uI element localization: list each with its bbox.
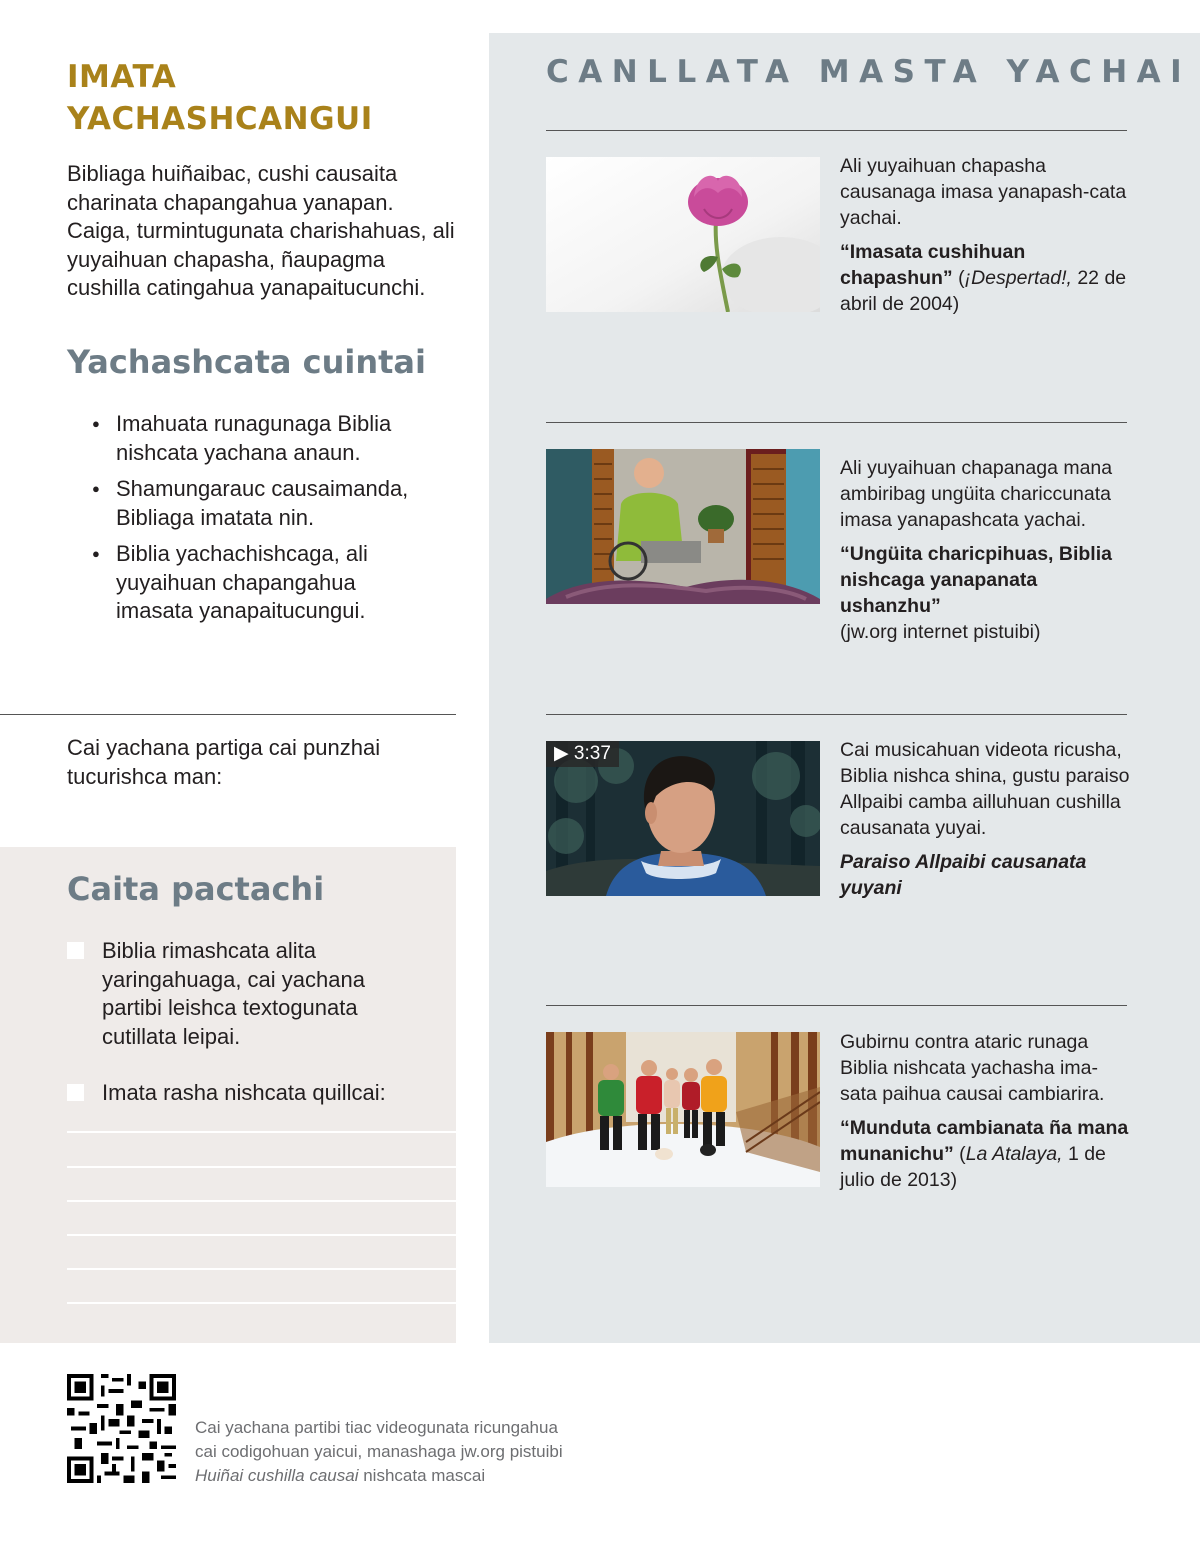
resource-source: 22 de abril de 2004): [840, 267, 1127, 315]
resource-publication: La Atalaya,: [965, 1143, 1063, 1165]
resource-item: [840, 737, 1130, 901]
divider: [546, 714, 1127, 715]
video-duration-badge: [546, 741, 619, 767]
qr-code-icon[interactable]: [67, 1374, 176, 1483]
family-snow-image[interactable]: [546, 1032, 820, 1187]
divider: [546, 130, 1127, 131]
resource-reference[interactable]: [840, 849, 1130, 901]
resource-reference[interactable]: [840, 239, 1130, 317]
resource-title: Paraiso Allpaibi causanata yuyani: [840, 851, 1087, 899]
resource-publication: ¡Despertad!,: [964, 267, 1072, 289]
resource-source-open: (: [953, 1143, 966, 1165]
resource-item: [840, 1029, 1130, 1193]
footer-publication[interactable]: Huiñai cushilla causai: [195, 1466, 359, 1485]
resource-description: Ali yuyaihuan chapanaga mana ambiribag ungüita chariccunata imasa yanapashcata yachai.: [840, 457, 1113, 531]
footer-line: cai codigohuan yaicui, manashaga jw.org pistuibi: [195, 1442, 563, 1461]
resource-title: “Imasata cushihuan chapashun”: [840, 241, 1026, 289]
intro-paragraph: Bibliaga huiñaibac, cushi causaita charinata chapangahua yanapan. Caiga, turmintugunata charishahuas, ali yuyaihuan chapasha, ñaupagma cushilla catingahua yanapaitucunchi.: [67, 161, 455, 300]
summary-point: ● Imahuata runagunaga Biblia nishcata yachana anaun.: [92, 410, 432, 467]
action-item-label: Imata rasha nishcata quillcai:: [102, 1080, 386, 1105]
action-item: [67, 1079, 427, 1108]
checkbox[interactable]: [67, 942, 84, 959]
footer-line: Cai yachana partibi tiac videogunata ricungahua: [195, 1418, 558, 1437]
resource-source: 1 de julio de 2013): [840, 1143, 1106, 1191]
summary-point: ● Shamungarauc causaimanda, Bibliaga imatata nin.: [92, 475, 432, 532]
divider: [0, 714, 456, 715]
completion-date-prompt: Cai yachana partiga cai punzhai tucurishca man:: [67, 735, 381, 789]
writing-line[interactable]: [67, 1234, 456, 1236]
writing-line[interactable]: [67, 1302, 456, 1304]
footer-line: [195, 1464, 635, 1488]
writing-line[interactable]: [67, 1268, 456, 1270]
divider: [546, 422, 1127, 423]
resource-description: Cai musicahuan videota ricusha, Biblia nishca shina, gustu paraiso Allpaibi camba ailluhuan cushilla causanata yuyai.: [840, 739, 1130, 839]
resource-description: Ali yuyaihuan chapasha causanaga imasa yanapash-cata yachai.: [840, 155, 1127, 229]
summary-list: [92, 410, 432, 634]
summary-point: ● Biblia yachachishcaga, ali yuyaihuan chapangahua imasata yanapaitucungui.: [92, 540, 432, 626]
summary-heading: Yachashcata cuintai: [67, 343, 426, 381]
further-study-heading: CANLLATA MASTA YACHAI: [546, 54, 1192, 90]
play-icon: ▶: [554, 743, 569, 764]
resource-source-open: (: [952, 267, 965, 289]
writing-line[interactable]: [67, 1131, 456, 1133]
resource-title: “Munduta cambianata ña mana munanichu”: [840, 1117, 1129, 1165]
flower-image[interactable]: [546, 157, 820, 312]
video-thumbnail[interactable]: [546, 741, 820, 896]
resource-reference[interactable]: [840, 541, 1130, 645]
action-item: [67, 937, 427, 1051]
checkbox[interactable]: [67, 1084, 84, 1101]
resource-description: Gubirnu contra ataric runaga Biblia nishcata yachasha ima-sata paihua causai cambiarira.: [840, 1031, 1105, 1105]
lesson-title: [67, 56, 447, 140]
resource-source: (jw.org internet pistuibi): [840, 621, 1041, 643]
footer-note: [195, 1416, 635, 1488]
lesson-title-line1: IMATA: [67, 59, 177, 95]
video-duration: 3:37: [573, 743, 611, 764]
action-item-label: Biblia rimashcata alita yaringahuaga, cai yachana partibi leishca textogunata cutillata leipai.: [102, 938, 365, 1049]
resource-title: “Ungüita charicpihuas, Biblia nishcaga yanapanata ushanzhu”: [840, 543, 1112, 617]
resource-item: [840, 455, 1130, 645]
writing-line[interactable]: [67, 1166, 456, 1168]
action-heading: Caita pactachi: [67, 870, 325, 908]
lesson-title-line2: YACHASHCANGUI: [67, 101, 373, 137]
resource-item: [840, 153, 1130, 317]
resource-reference[interactable]: [840, 1115, 1130, 1193]
divider: [546, 1005, 1127, 1006]
writing-line[interactable]: [67, 1200, 456, 1202]
wheelchair-man-image[interactable]: [546, 449, 820, 604]
footer-line-rest: nishcata mascai: [358, 1466, 486, 1485]
